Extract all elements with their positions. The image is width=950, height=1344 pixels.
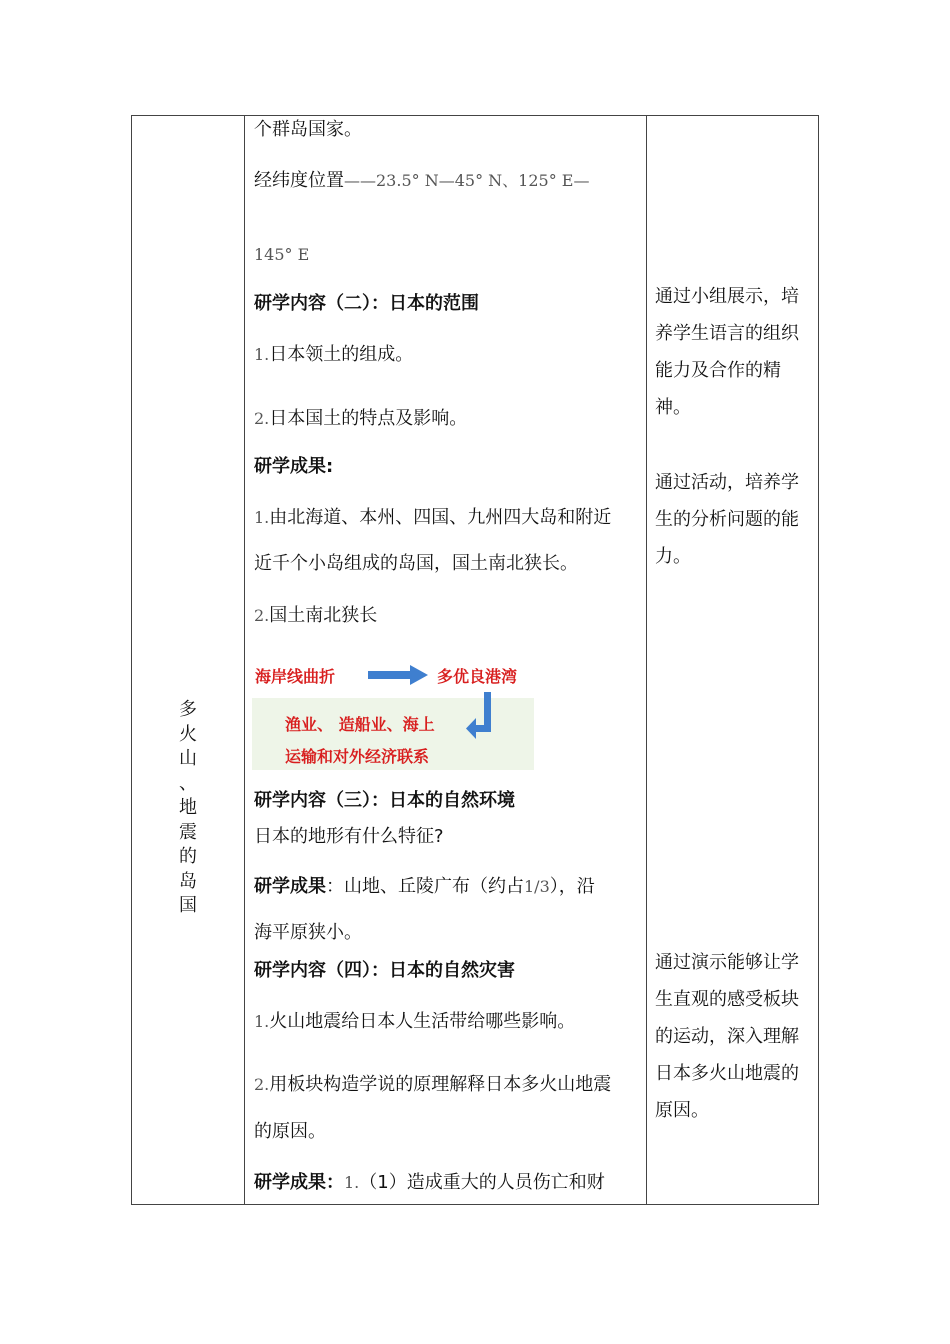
category-char: 、 bbox=[179, 772, 197, 794]
item-number: 1. bbox=[254, 345, 270, 364]
question-item-cont: 的原因。 bbox=[254, 1121, 326, 1142]
category-char: 地 bbox=[179, 797, 197, 818]
category-char: 岛 bbox=[179, 870, 197, 892]
category-char: 的 bbox=[179, 846, 197, 867]
result-label: 研学成果： bbox=[254, 1172, 344, 1193]
result-text: （1）造成重大的人员伤亡和财 bbox=[359, 1172, 605, 1193]
item-text: 由北海道、本州、四国、九州四大岛和附近 bbox=[269, 507, 612, 528]
section-title: 研学内容（二）：日本的范围 bbox=[254, 293, 479, 314]
category-char: 多 bbox=[179, 699, 197, 720]
result-fraction: 1/3 bbox=[524, 877, 550, 896]
result-label: 研学成果: bbox=[254, 456, 334, 477]
item-text: 用板块构造学说的原理解释日本多火山地震 bbox=[269, 1074, 612, 1095]
result-item bbox=[254, 1172, 605, 1194]
latlon-label: 经纬度位置 bbox=[254, 170, 344, 191]
teaching-note: 通过活动，培养学生的分析问题的能力。 bbox=[655, 472, 799, 567]
question-item bbox=[254, 1011, 575, 1033]
section-title: 研学内容（四）：日本的自然灾害 bbox=[254, 960, 515, 981]
item-number: 2. bbox=[254, 409, 270, 428]
section-title: 研学内容（三）：日本的自然环境 bbox=[254, 790, 515, 811]
category-char: 山 bbox=[179, 748, 197, 769]
column-divider bbox=[646, 115, 647, 1205]
latlon-value: ——23.5° N—45° N、125° E— bbox=[344, 171, 590, 190]
diagram-node-industry: 渔业、 造船业、海上 bbox=[285, 715, 435, 734]
result-text: ），沿 bbox=[549, 876, 595, 897]
question-item bbox=[254, 344, 413, 366]
text-line: 个群岛国家。 bbox=[254, 119, 362, 140]
result-item bbox=[254, 876, 595, 898]
item-number: 1. bbox=[254, 508, 270, 527]
item-text: 火山地震给日本人生活带给哪些影响。 bbox=[269, 1011, 576, 1032]
category-cell bbox=[176, 698, 200, 919]
teaching-note: 通过演示能够让学生直观的感受板块的运动，深入理解日本多火山地震的原因。 bbox=[655, 952, 799, 1121]
arrow-right-icon bbox=[368, 664, 430, 686]
item-text: 日本领土的组成。 bbox=[269, 344, 414, 365]
diagram-node-coastline: 海岸线曲折 bbox=[255, 667, 336, 686]
question-item bbox=[254, 408, 467, 430]
cause-effect-diagram bbox=[252, 652, 534, 770]
item-number: 2. bbox=[254, 1075, 270, 1094]
question-item: 日本的地形有什么特征? bbox=[254, 826, 444, 847]
latlon-line bbox=[254, 170, 589, 192]
item-text: 国土南北狭长 bbox=[269, 605, 378, 626]
latlon-value-cont: 145° E bbox=[254, 245, 310, 264]
teaching-note: 通过小组展示，培养学生语言的组织能力及合作的精神。 bbox=[655, 286, 799, 418]
result-text: ：山地、丘陵广布（约占 bbox=[326, 876, 524, 897]
category-char: 震 bbox=[179, 821, 197, 843]
result-item bbox=[254, 507, 611, 529]
arrow-down-left-icon bbox=[466, 692, 496, 742]
item-number: 2. bbox=[254, 606, 270, 625]
diagram-node-industry-cont: 运输和对外经济联系 bbox=[285, 747, 430, 766]
item-number: 1. bbox=[344, 1173, 360, 1192]
item-number: 1. bbox=[254, 1012, 270, 1031]
category-char: 国 bbox=[179, 895, 197, 916]
column-divider bbox=[244, 115, 245, 1205]
diagram-node-harbors: 多优良港湾 bbox=[437, 667, 518, 686]
item-text: 日本国土的特点及影响。 bbox=[269, 408, 468, 429]
category-char: 火 bbox=[179, 723, 197, 745]
question-item bbox=[254, 1074, 611, 1096]
result-label: 研学成果 bbox=[254, 876, 326, 897]
result-item bbox=[254, 605, 377, 627]
result-item-cont: 近千个小岛组成的岛国，国土南北狭长。 bbox=[254, 553, 578, 574]
result-item-cont: 海平原狭小。 bbox=[254, 922, 362, 943]
